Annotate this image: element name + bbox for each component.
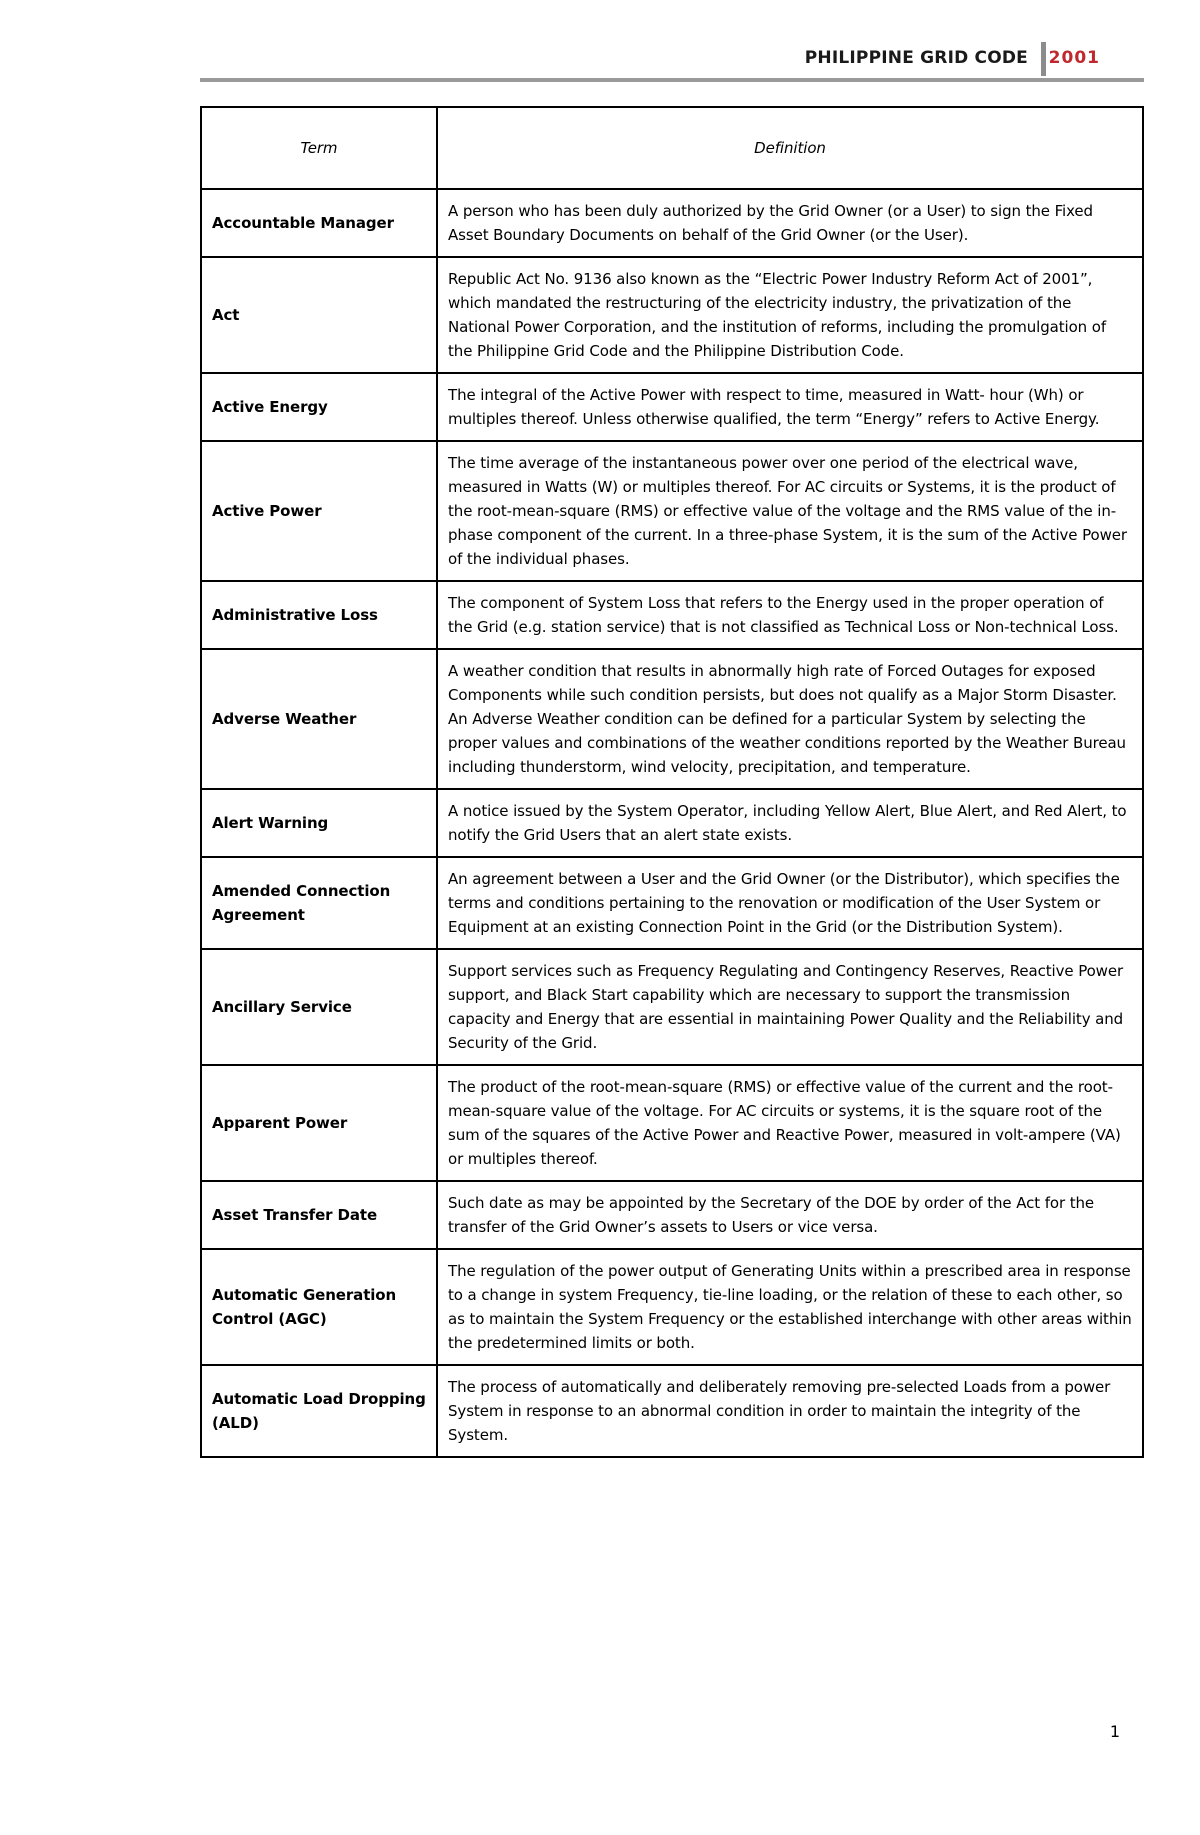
table-row bbox=[201, 649, 1143, 789]
definition-cell: Support services such as Frequency Regulating and Contingency Reserves, Reactive Power support, and Black Start capability which are necessary to support the transmission capacity and Energy that are essential in maintaining Power Quality and the Reliability and Security of the Grid. bbox=[437, 949, 1143, 1065]
term-cell: Act bbox=[201, 257, 437, 373]
term-cell: Automatic Generation Control (AGC) bbox=[201, 1249, 437, 1365]
column-header-definition: Definition bbox=[437, 107, 1143, 189]
table-row bbox=[201, 257, 1143, 373]
term-cell: Automatic Load Dropping (ALD) bbox=[201, 1365, 437, 1457]
definition-cell: The component of System Loss that refers to the Energy used in the proper operation of the Grid (e.g. station service) that is not classified as Technical Loss or Non-technical Loss. bbox=[437, 581, 1143, 649]
header-separator bbox=[1041, 42, 1046, 76]
term-cell: Accountable Manager bbox=[201, 189, 437, 257]
term-cell: Active Power bbox=[201, 441, 437, 581]
table-row bbox=[201, 949, 1143, 1065]
definition-cell: The regulation of the power output of Generating Units within a prescribed area in response to a change in system Frequency, tie-line loading, or the relation of these to each other, so as to maintain the System Frequency or the established interchange with other areas within the predetermined limits or both. bbox=[437, 1249, 1143, 1365]
column-header-term: Term bbox=[201, 107, 437, 189]
table-row bbox=[201, 581, 1143, 649]
definitions-table bbox=[200, 106, 1144, 1458]
table-row bbox=[201, 441, 1143, 581]
term-cell: Apparent Power bbox=[201, 1065, 437, 1181]
definition-cell: The time average of the instantaneous power over one period of the electrical wave, measured in Watts (W) or multiples thereof. For AC circuits or Systems, it is the product of the root-mean-square (RMS) or effective value of the voltage and the RMS value of the in-phase component of the current. In a three-phase System, it is the sum of the Active Power of the individual phases. bbox=[437, 441, 1143, 581]
term-cell: Asset Transfer Date bbox=[201, 1181, 437, 1249]
table-row bbox=[201, 1065, 1143, 1181]
term-cell: Active Energy bbox=[201, 373, 437, 441]
header-year: 2001 bbox=[1048, 48, 1100, 68]
definition-cell: A notice issued by the System Operator, including Yellow Alert, Blue Alert, and Red Alert, to notify the Grid Users that an alert state exists. bbox=[437, 789, 1143, 857]
table-row bbox=[201, 189, 1143, 257]
definition-cell: The process of automatically and deliberately removing pre-selected Loads from a power System in response to an abnormal condition in order to maintain the integrity of the System. bbox=[437, 1365, 1143, 1457]
term-cell: Ancillary Service bbox=[201, 949, 437, 1065]
header-rule bbox=[200, 78, 1144, 82]
term-cell: Amended Connection Agreement bbox=[201, 857, 437, 949]
table-row bbox=[201, 373, 1143, 441]
page-number: 1 bbox=[1109, 1722, 1120, 1741]
table-row bbox=[201, 1249, 1143, 1365]
term-cell: Alert Warning bbox=[201, 789, 437, 857]
definition-cell: A person who has been duly authorized by the Grid Owner (or a User) to sign the Fixed Asset Boundary Documents on behalf of the Grid Owner (or the User). bbox=[437, 189, 1143, 257]
term-cell: Administrative Loss bbox=[201, 581, 437, 649]
table-header-row bbox=[201, 107, 1143, 189]
header-title: PHILIPPINE GRID CODE bbox=[804, 48, 1028, 68]
definition-cell: The integral of the Active Power with respect to time, measured in Watt- hour (Wh) or multiples thereof. Unless otherwise qualified, the term “Energy” refers to Active Energy. bbox=[437, 373, 1143, 441]
table-row bbox=[201, 1181, 1143, 1249]
table-row bbox=[201, 789, 1143, 857]
definition-cell: Such date as may be appointed by the Secretary of the DOE by order of the Act for the transfer of the Grid Owner’s assets to Users or vice versa. bbox=[437, 1181, 1143, 1249]
definition-cell: An agreement between a User and the Grid Owner (or the Distributor), which specifies the terms and conditions pertaining to the renovation or modification of the User System or Equipment at an existing Connection Point in the Grid (or the Distribution System). bbox=[437, 857, 1143, 949]
definition-cell: A weather condition that results in abnormally high rate of Forced Outages for exposed Components while such condition persists, but does not qualify as a Major Storm Disaster. An Adverse Weather condition can be defined for a particular System by selecting the proper values and combinations of the weather conditions reported by the Weather Bureau including thunderstorm, wind velocity, precipitation, and temperature. bbox=[437, 649, 1143, 789]
definition-cell: Republic Act No. 9136 also known as the “Electric Power Industry Reform Act of 2001”, which mandated the restructuring of the electricity industry, the privatization of the National Power Corporation, and the institution of reforms, including the promulgation of the Philippine Grid Code and the Philippine Distribution Code. bbox=[437, 257, 1143, 373]
definition-cell: The product of the root-mean-square (RMS) or effective value of the current and the root-mean-square value of the voltage. For AC circuits or systems, it is the square root of the sum of the squares of the Active Power and Reactive Power, measured in volt-ampere (VA) or multiples thereof. bbox=[437, 1065, 1143, 1181]
page-header bbox=[200, 40, 1144, 82]
term-cell: Adverse Weather bbox=[201, 649, 437, 789]
table-row bbox=[201, 857, 1143, 949]
table-row bbox=[201, 1365, 1143, 1457]
